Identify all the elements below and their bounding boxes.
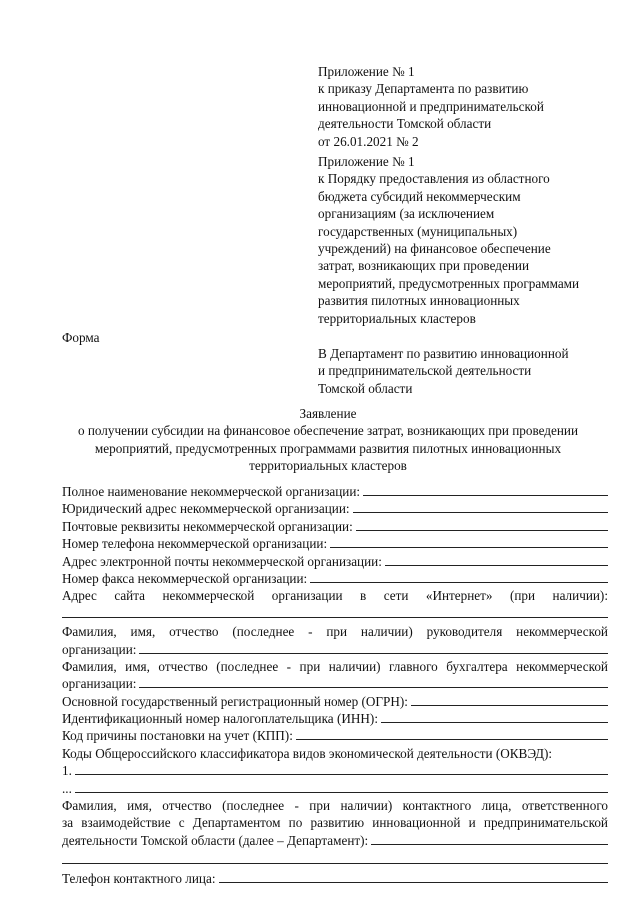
field-contact-phone	[62, 870, 608, 887]
contact-phone-input[interactable]	[219, 870, 609, 883]
form-label: Форма	[62, 330, 100, 345]
field-label: Код причины постановки на учет (КПП):	[62, 728, 293, 744]
field-label: Основной государственный регистрационный номер (ОГРН):	[62, 693, 408, 709]
list-marker: ...	[62, 780, 72, 796]
field-label: Почтовые реквизиты некоммерческой организации:	[62, 518, 353, 534]
field-label: Полное наименование некоммерческой организации:	[62, 484, 361, 499]
field-legal-address	[62, 500, 608, 517]
field-okved-label	[62, 745, 608, 762]
full-name-input[interactable]	[363, 483, 608, 496]
appendix-line: Приложение № 1	[318, 64, 415, 79]
list-marker: 1.	[62, 763, 72, 779]
field-ogrn	[62, 693, 608, 710]
application-form	[62, 483, 608, 887]
appendix-line: Приложение № 1	[318, 154, 415, 169]
appendix-line: бюджета субсидий некоммерческим	[318, 188, 521, 204]
field-head-label: Фамилия, имя, отчество (последнее - при наличии) руководителя некоммерческой	[62, 624, 608, 640]
field-label: организации:	[62, 641, 137, 657]
field-postal	[62, 518, 608, 535]
head-name-input[interactable]	[139, 641, 608, 654]
field-website-label: Адрес сайта некоммерческой организации в сети «Интернет» (при наличии):	[62, 588, 608, 604]
appendix-line: к приказу Департамента по развитию	[318, 81, 529, 97]
appendix-line: развития пилотных инновационных	[318, 293, 520, 309]
field-label: Адрес электронной почты некоммерческой организации:	[62, 553, 382, 569]
fax-input[interactable]	[310, 570, 608, 583]
field-label: деятельности Томской области (далее – Департамент):	[62, 832, 369, 848]
inn-input[interactable]	[381, 710, 608, 723]
okved-input-more[interactable]	[75, 780, 608, 793]
title-line: территориальных кластеров	[249, 458, 407, 474]
field-kpp	[62, 727, 608, 744]
title-line: о получении субсидии на финансовое обеспечение затрат, возникающих при проведении	[77, 423, 579, 439]
title-heading: Заявление	[299, 406, 357, 421]
addressee-block	[318, 345, 569, 397]
field-email	[62, 553, 608, 570]
addressee-line: и предпринимательской деятельности	[318, 363, 532, 379]
okved-input-1[interactable]	[75, 762, 608, 775]
field-contact	[62, 832, 608, 849]
field-label: Юридический адрес некоммерческой организации:	[62, 501, 350, 517]
appendix-order-block	[318, 63, 544, 150]
addressee-line: Томской области	[318, 380, 413, 396]
kpp-input[interactable]	[296, 727, 608, 740]
field-contact-label-2: за взаимодействие с Департаментом по развитию инновационной и предпринимательской	[62, 815, 608, 831]
appendix-line: инновационной и предпринимательской	[318, 98, 544, 114]
field-phone	[62, 535, 608, 552]
field-label: Коды Общероссийского классификатора видов экономической деятельности (ОКВЭД):	[62, 745, 553, 761]
accountant-name-input[interactable]	[139, 675, 608, 688]
appendix-line: мероприятий, предусмотренных программами	[318, 275, 580, 291]
appendix-line: затрат, возникающих при проведении	[318, 258, 529, 274]
title-line: мероприятий, предусмотренных программами развития пилотных инновационных	[94, 440, 562, 456]
appendix-line: организациям (за исключением	[318, 206, 495, 222]
appendix-line: государственных (муниципальных)	[318, 223, 518, 239]
field-accountant	[62, 675, 608, 692]
field-fax	[62, 570, 608, 587]
field-okved-item	[62, 762, 608, 779]
field-head	[62, 641, 608, 658]
email-input[interactable]	[385, 553, 608, 566]
website-input[interactable]	[62, 605, 608, 618]
field-inn	[62, 710, 608, 727]
field-okved-more	[62, 780, 608, 797]
postal-input[interactable]	[356, 518, 608, 531]
field-label: Номер факса некоммерческой организации:	[62, 570, 308, 586]
legal-address-input[interactable]	[353, 500, 608, 513]
field-full-name	[62, 483, 608, 500]
field-label: организации:	[62, 676, 137, 692]
appendix-line: учреждений) на финансовое обеспечение	[318, 241, 551, 257]
appendix-line: от 26.01.2021 № 2	[318, 133, 419, 149]
appendix-procedure-block	[318, 153, 579, 327]
field-label: Идентификационный номер налогоплательщика (ИНН):	[62, 711, 378, 727]
contact-name-input[interactable]	[371, 832, 608, 845]
field-label: Телефон контактного лица:	[62, 870, 216, 886]
field-contact-label-1: Фамилия, имя, отчество (последнее - при наличии) контактного лица, ответственного	[62, 798, 608, 814]
appendix-line: территориальных кластеров	[318, 310, 476, 326]
ogrn-input[interactable]	[411, 693, 608, 706]
field-label: Номер телефона некоммерческой организации:	[62, 536, 328, 552]
phone-input[interactable]	[330, 535, 608, 548]
contact-name-input-extra[interactable]	[62, 851, 608, 864]
field-accountant-label: Фамилия, имя, отчество (последнее - при наличии) главного бухгалтера некоммерческой	[62, 658, 608, 674]
appendix-line: к Порядку предоставления из областного	[318, 171, 550, 187]
document-title	[40, 405, 616, 475]
addressee-line: В Департамент по развитию инновационной	[318, 346, 569, 361]
appendix-line: деятельности Томской области	[318, 116, 492, 132]
